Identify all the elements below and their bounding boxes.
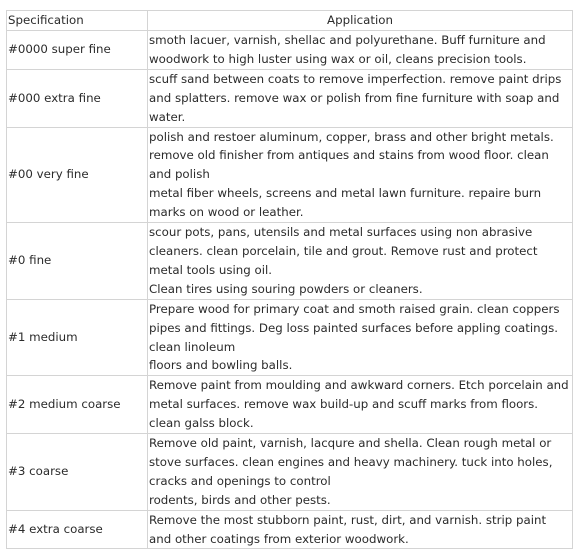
- table-row: [7, 31, 573, 70]
- steel-wool-grade-table: [6, 10, 573, 549]
- header-application: Application: [148, 11, 573, 31]
- application-cell: [148, 376, 573, 434]
- table-row: [7, 69, 573, 127]
- application-text: Prepare wood for primary coat and smoth raised grain. clean coppers pipes and fittings. Deg loss painted surfaces before appling coatings. clean linoleum: [149, 301, 560, 354]
- table-row: [7, 510, 573, 549]
- specification-cell: #0 fine: [7, 223, 148, 300]
- application-text: Clean tires using souring powders or cleaners.: [149, 281, 423, 296]
- application-text: scour pots, pans, utensils and metal surfaces using non abrasive cleaners. clean porcelain, tile and grout. Remove rust and protect metal tools using oil.: [149, 225, 538, 277]
- application-text: rodents, birds and other pests.: [149, 492, 331, 507]
- application-text: floors and bowling balls.: [149, 358, 293, 373]
- application-cell: [148, 223, 573, 300]
- application-cell: [148, 299, 573, 376]
- specification-cell: #00 very fine: [7, 127, 148, 223]
- table-row: [7, 223, 573, 300]
- application-cell: [148, 69, 573, 127]
- specification-cell: #2 medium coarse: [7, 376, 148, 434]
- header-specification: Specification: [7, 11, 148, 31]
- application-cell: [148, 434, 573, 511]
- specification-cell: #1 medium: [7, 299, 148, 376]
- specification-cell: #4 extra coarse: [7, 510, 148, 549]
- application-text: scuff sand between coats to remove imperfection. remove paint drips and splatters. remove wax or polish from fine furniture with soap and water.: [149, 71, 562, 124]
- application-text: polish and restoer aluminum, copper, brass and other bright metals. remove old finisher from antiques and stains from wood floor. clean and polish: [149, 129, 554, 182]
- application-text: Remove old paint, varnish, lacqure and shella. Clean rough metal or stove surfaces. clean engines and heavy machinery. tuck into holes, cracks and openings to control: [149, 436, 553, 488]
- table-row: [7, 434, 573, 511]
- application-text: Remove the most stubborn paint, rust, dirt, and varnish. strip paint and other coatings from exterior woodwork.: [149, 512, 547, 546]
- application-cell: [148, 510, 573, 549]
- specification-cell: #000 extra fine: [7, 69, 148, 127]
- application-text: metal fiber wheels, screens and metal lawn furniture. repaire burn marks on wood or leather.: [149, 186, 542, 220]
- table-body: [7, 31, 573, 549]
- application-cell: [148, 127, 573, 223]
- table-row: [7, 376, 573, 434]
- specification-cell: #0000 super fine: [7, 31, 148, 70]
- specification-cell: #3 coarse: [7, 434, 148, 511]
- application-text: smoth lacuer, varnish, shellac and polyurethane. Buff furniture and woodwork to high luster using wax or oil, cleans precision tools.: [149, 33, 546, 66]
- table-row: [7, 127, 573, 223]
- table-row: [7, 299, 573, 376]
- application-cell: [148, 31, 573, 70]
- table-header-row: [7, 11, 573, 31]
- application-text: Remove paint from moulding and awkward corners. Etch porcelain and metal surfaces. remove wax build-up and scuff marks from floors. clean galss block.: [149, 378, 569, 431]
